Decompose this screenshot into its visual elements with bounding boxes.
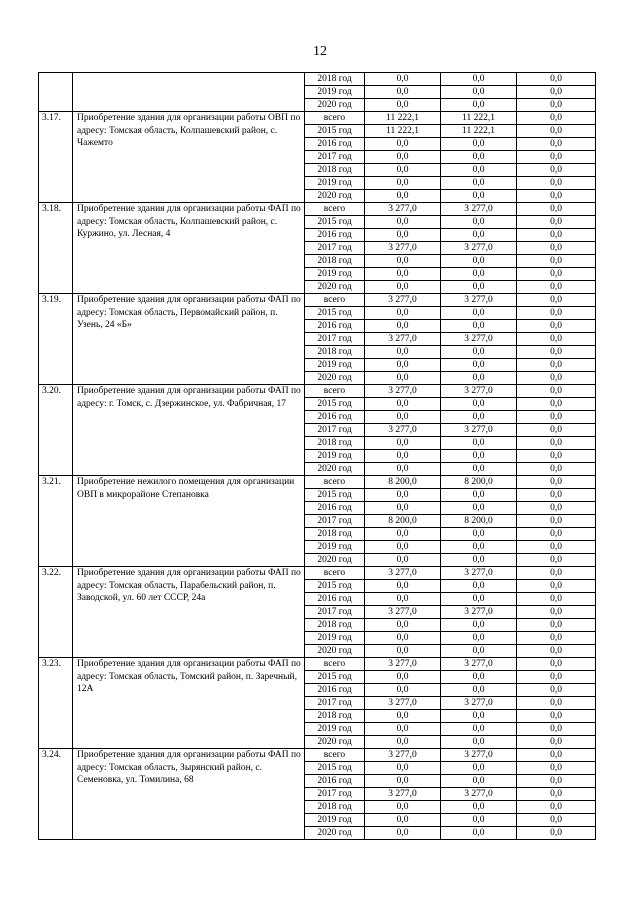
other-value-cell: 0,0 — [517, 710, 596, 723]
total-value-cell: 0,0 — [365, 372, 441, 385]
year-cell: 2015 год — [305, 125, 365, 138]
year-cell: всего — [305, 294, 365, 307]
other-value-cell: 0,0 — [517, 801, 596, 814]
year-cell: 2016 год — [305, 684, 365, 697]
year-cell: 2018 год — [305, 528, 365, 541]
budget-value-cell: 0,0 — [441, 801, 517, 814]
other-value-cell: 0,0 — [517, 671, 596, 684]
other-value-cell: 0,0 — [517, 814, 596, 827]
year-cell: 2015 год — [305, 489, 365, 502]
other-value-cell: 0,0 — [517, 86, 596, 99]
total-value-cell: 0,0 — [365, 723, 441, 736]
budget-value-cell: 8 200,0 — [441, 476, 517, 489]
total-value-cell: 0,0 — [365, 73, 441, 86]
total-value-cell: 0,0 — [365, 281, 441, 294]
budget-value-cell: 11 222,1 — [441, 125, 517, 138]
other-value-cell: 0,0 — [517, 606, 596, 619]
budget-value-cell: 0,0 — [441, 320, 517, 333]
budget-value-cell: 0,0 — [441, 554, 517, 567]
other-value-cell: 0,0 — [517, 281, 596, 294]
total-value-cell: 0,0 — [365, 541, 441, 554]
budget-value-cell: 0,0 — [441, 177, 517, 190]
total-value-cell: 3 277,0 — [365, 749, 441, 762]
other-value-cell: 0,0 — [517, 112, 596, 125]
total-value-cell: 0,0 — [365, 684, 441, 697]
budget-value-cell: 0,0 — [441, 268, 517, 281]
other-value-cell: 0,0 — [517, 268, 596, 281]
budget-value-cell: 0,0 — [441, 593, 517, 606]
year-cell: 2020 год — [305, 554, 365, 567]
other-value-cell: 0,0 — [517, 138, 596, 151]
budget-value-cell: 0,0 — [441, 255, 517, 268]
other-value-cell: 0,0 — [517, 151, 596, 164]
total-value-cell: 0,0 — [365, 645, 441, 658]
other-value-cell: 0,0 — [517, 424, 596, 437]
budget-value-cell: 0,0 — [441, 346, 517, 359]
budget-value-cell: 0,0 — [441, 645, 517, 658]
year-cell: всего — [305, 567, 365, 580]
budget-value-cell: 3 277,0 — [441, 242, 517, 255]
other-value-cell: 0,0 — [517, 385, 596, 398]
budget-value-cell: 3 277,0 — [441, 788, 517, 801]
total-value-cell: 0,0 — [365, 216, 441, 229]
year-cell: 2019 год — [305, 814, 365, 827]
table-row — [39, 385, 596, 398]
item-number-cell: 3.19. — [39, 294, 73, 385]
other-value-cell: 0,0 — [517, 307, 596, 320]
budget-value-cell: 3 277,0 — [441, 424, 517, 437]
year-cell: всего — [305, 476, 365, 489]
year-cell: 2017 год — [305, 788, 365, 801]
other-value-cell: 0,0 — [517, 775, 596, 788]
other-value-cell: 0,0 — [517, 255, 596, 268]
table-row — [39, 203, 596, 216]
year-cell: 2017 год — [305, 242, 365, 255]
other-value-cell: 0,0 — [517, 203, 596, 216]
item-name-cell: Приобретение здания для организации работы ФАП по адресу: г. Томск, с. Дзержинское, ул. Фабричная, 17 — [73, 385, 305, 476]
budget-value-cell: 0,0 — [441, 775, 517, 788]
budget-value-cell: 3 277,0 — [441, 697, 517, 710]
budget-value-cell: 0,0 — [441, 229, 517, 242]
budget-value-cell: 0,0 — [441, 398, 517, 411]
total-value-cell: 0,0 — [365, 463, 441, 476]
other-value-cell: 0,0 — [517, 645, 596, 658]
budget-value-cell: 3 277,0 — [441, 385, 517, 398]
budget-value-cell: 3 277,0 — [441, 606, 517, 619]
year-cell: 2015 год — [305, 762, 365, 775]
year-cell: 2016 год — [305, 775, 365, 788]
year-cell: 2020 год — [305, 827, 365, 840]
table-row — [39, 567, 596, 580]
budget-value-cell: 0,0 — [441, 437, 517, 450]
budget-value-cell: 0,0 — [441, 671, 517, 684]
total-value-cell: 0,0 — [365, 268, 441, 281]
budget-value-cell: 0,0 — [441, 541, 517, 554]
year-cell: 2019 год — [305, 541, 365, 554]
budget-value-cell: 0,0 — [441, 138, 517, 151]
total-value-cell: 3 277,0 — [365, 697, 441, 710]
year-cell: 2017 год — [305, 697, 365, 710]
other-value-cell: 0,0 — [517, 580, 596, 593]
budget-value-cell: 3 277,0 — [441, 749, 517, 762]
item-number-cell: 3.20. — [39, 385, 73, 476]
budget-value-cell: 3 277,0 — [441, 567, 517, 580]
total-value-cell: 0,0 — [365, 554, 441, 567]
year-cell: 2019 год — [305, 723, 365, 736]
total-value-cell: 0,0 — [365, 801, 441, 814]
total-value-cell: 11 222,1 — [365, 112, 441, 125]
total-value-cell: 0,0 — [365, 619, 441, 632]
budget-value-cell: 0,0 — [441, 164, 517, 177]
other-value-cell: 0,0 — [517, 372, 596, 385]
total-value-cell: 3 277,0 — [365, 333, 441, 346]
total-value-cell: 3 277,0 — [365, 242, 441, 255]
total-value-cell: 3 277,0 — [365, 567, 441, 580]
total-value-cell: 0,0 — [365, 671, 441, 684]
other-value-cell: 0,0 — [517, 411, 596, 424]
total-value-cell: 0,0 — [365, 411, 441, 424]
total-value-cell: 0,0 — [365, 762, 441, 775]
budget-value-cell: 0,0 — [441, 450, 517, 463]
year-cell: 2015 год — [305, 398, 365, 411]
other-value-cell: 0,0 — [517, 515, 596, 528]
budget-value-cell: 0,0 — [441, 814, 517, 827]
total-value-cell: 0,0 — [365, 255, 441, 268]
total-value-cell: 0,0 — [365, 827, 441, 840]
other-value-cell: 0,0 — [517, 125, 596, 138]
year-cell: 2016 год — [305, 138, 365, 151]
budget-value-cell: 8 200,0 — [441, 515, 517, 528]
total-value-cell: 0,0 — [365, 229, 441, 242]
budget-value-cell: 0,0 — [441, 281, 517, 294]
other-value-cell: 0,0 — [517, 177, 596, 190]
total-value-cell: 0,0 — [365, 502, 441, 515]
other-value-cell: 0,0 — [517, 489, 596, 502]
total-value-cell: 0,0 — [365, 580, 441, 593]
total-value-cell: 3 277,0 — [365, 658, 441, 671]
budget-value-cell: 0,0 — [441, 372, 517, 385]
other-value-cell: 0,0 — [517, 320, 596, 333]
other-value-cell: 0,0 — [517, 541, 596, 554]
item-name-cell: Приобретение здания для организации работы ФАП по адресу: Томская область, Парабельский район, п. Заводской, ул. 60 лет СССР, 24а — [73, 567, 305, 658]
year-cell: 2020 год — [305, 463, 365, 476]
item-number-cell: 3.23. — [39, 658, 73, 749]
other-value-cell: 0,0 — [517, 697, 596, 710]
other-value-cell: 0,0 — [517, 346, 596, 359]
year-cell: 2020 год — [305, 736, 365, 749]
other-value-cell: 0,0 — [517, 554, 596, 567]
year-cell: всего — [305, 749, 365, 762]
program-table — [38, 72, 596, 840]
year-cell: 2017 год — [305, 151, 365, 164]
other-value-cell: 0,0 — [517, 619, 596, 632]
year-cell: 2015 год — [305, 671, 365, 684]
total-value-cell: 0,0 — [365, 437, 441, 450]
budget-value-cell: 0,0 — [441, 827, 517, 840]
year-cell: 2019 год — [305, 268, 365, 281]
other-value-cell: 0,0 — [517, 684, 596, 697]
year-cell: 2019 год — [305, 632, 365, 645]
budget-value-cell: 0,0 — [441, 216, 517, 229]
item-name-cell: Приобретение здания для организации работы ФАП по адресу: Томская область, Первомайский район, п. Узень, 24 «Б» — [73, 294, 305, 385]
year-cell: 2015 год — [305, 307, 365, 320]
year-cell: всего — [305, 112, 365, 125]
budget-value-cell: 0,0 — [441, 684, 517, 697]
budget-value-cell: 0,0 — [441, 632, 517, 645]
budget-value-cell: 3 277,0 — [441, 658, 517, 671]
total-value-cell: 0,0 — [365, 814, 441, 827]
total-value-cell: 0,0 — [365, 632, 441, 645]
total-value-cell: 0,0 — [365, 86, 441, 99]
total-value-cell: 8 200,0 — [365, 515, 441, 528]
budget-value-cell: 0,0 — [441, 580, 517, 593]
total-value-cell: 3 277,0 — [365, 385, 441, 398]
budget-value-cell: 0,0 — [441, 619, 517, 632]
year-cell: 2018 год — [305, 164, 365, 177]
total-value-cell: 0,0 — [365, 320, 441, 333]
year-cell: 2019 год — [305, 359, 365, 372]
other-value-cell: 0,0 — [517, 736, 596, 749]
other-value-cell: 0,0 — [517, 463, 596, 476]
item-number-cell — [39, 73, 73, 112]
year-cell: 2018 год — [305, 710, 365, 723]
budget-value-cell: 0,0 — [441, 151, 517, 164]
year-cell: 2020 год — [305, 281, 365, 294]
year-cell: 2019 год — [305, 177, 365, 190]
year-cell: 2020 год — [305, 645, 365, 658]
other-value-cell: 0,0 — [517, 632, 596, 645]
total-value-cell: 0,0 — [365, 710, 441, 723]
year-cell: 2016 год — [305, 411, 365, 424]
total-value-cell: 0,0 — [365, 151, 441, 164]
year-cell: 2015 год — [305, 216, 365, 229]
table-row — [39, 112, 596, 125]
total-value-cell: 8 200,0 — [365, 476, 441, 489]
other-value-cell: 0,0 — [517, 73, 596, 86]
item-number-cell: 3.17. — [39, 112, 73, 203]
budget-value-cell: 0,0 — [441, 411, 517, 424]
table-row — [39, 73, 596, 86]
total-value-cell: 3 277,0 — [365, 788, 441, 801]
budget-value-cell: 0,0 — [441, 502, 517, 515]
other-value-cell: 0,0 — [517, 190, 596, 203]
year-cell: всего — [305, 658, 365, 671]
year-cell: 2016 год — [305, 320, 365, 333]
budget-value-cell: 0,0 — [441, 190, 517, 203]
year-cell: 2015 год — [305, 580, 365, 593]
total-value-cell: 3 277,0 — [365, 606, 441, 619]
other-value-cell: 0,0 — [517, 762, 596, 775]
total-value-cell: 0,0 — [365, 736, 441, 749]
year-cell: 2019 год — [305, 86, 365, 99]
item-name-cell: Приобретение здания для организации работы ФАП по адресу: Томская область, Колпашевский район, с. Куржино, ул. Лесная, 4 — [73, 203, 305, 294]
other-value-cell: 0,0 — [517, 294, 596, 307]
other-value-cell: 0,0 — [517, 749, 596, 762]
year-cell: 2016 год — [305, 502, 365, 515]
total-value-cell: 0,0 — [365, 489, 441, 502]
budget-value-cell: 0,0 — [441, 73, 517, 86]
budget-value-cell: 0,0 — [441, 710, 517, 723]
total-value-cell: 0,0 — [365, 346, 441, 359]
budget-value-cell: 0,0 — [441, 463, 517, 476]
total-value-cell: 3 277,0 — [365, 294, 441, 307]
budget-value-cell: 0,0 — [441, 489, 517, 502]
budget-value-cell: 0,0 — [441, 736, 517, 749]
other-value-cell: 0,0 — [517, 164, 596, 177]
item-name-cell — [73, 73, 305, 112]
year-cell: 2019 год — [305, 450, 365, 463]
year-cell: 2020 год — [305, 372, 365, 385]
total-value-cell: 0,0 — [365, 307, 441, 320]
other-value-cell: 0,0 — [517, 99, 596, 112]
other-value-cell: 0,0 — [517, 437, 596, 450]
other-value-cell: 0,0 — [517, 827, 596, 840]
total-value-cell: 0,0 — [365, 528, 441, 541]
other-value-cell: 0,0 — [517, 567, 596, 580]
year-cell: 2016 год — [305, 593, 365, 606]
budget-value-cell: 0,0 — [441, 86, 517, 99]
budget-value-cell: 3 277,0 — [441, 203, 517, 216]
total-value-cell: 0,0 — [365, 190, 441, 203]
table-row — [39, 658, 596, 671]
total-value-cell: 11 222,1 — [365, 125, 441, 138]
total-value-cell: 0,0 — [365, 775, 441, 788]
other-value-cell: 0,0 — [517, 502, 596, 515]
other-value-cell: 0,0 — [517, 476, 596, 489]
year-cell: всего — [305, 385, 365, 398]
total-value-cell: 0,0 — [365, 177, 441, 190]
year-cell: всего — [305, 203, 365, 216]
item-name-cell: Приобретение здания для организации работы ФАП по адресу: Томская область, Томский район, п. Заречный, 12А — [73, 658, 305, 749]
total-value-cell: 0,0 — [365, 138, 441, 151]
year-cell: 2020 год — [305, 99, 365, 112]
other-value-cell: 0,0 — [517, 333, 596, 346]
total-value-cell: 0,0 — [365, 450, 441, 463]
item-name-cell: Приобретение нежилого помещения для организации ОВП в микрорайоне Степановка — [73, 476, 305, 567]
year-cell: 2018 год — [305, 619, 365, 632]
table-row — [39, 476, 596, 489]
item-number-cell: 3.18. — [39, 203, 73, 294]
other-value-cell: 0,0 — [517, 658, 596, 671]
year-cell: 2016 год — [305, 229, 365, 242]
total-value-cell: 3 277,0 — [365, 203, 441, 216]
year-cell: 2018 год — [305, 255, 365, 268]
other-value-cell: 0,0 — [517, 528, 596, 541]
year-cell: 2018 год — [305, 437, 365, 450]
other-value-cell: 0,0 — [517, 229, 596, 242]
year-cell: 2017 год — [305, 424, 365, 437]
budget-value-cell: 0,0 — [441, 307, 517, 320]
budget-value-cell: 3 277,0 — [441, 294, 517, 307]
other-value-cell: 0,0 — [517, 723, 596, 736]
year-cell: 2017 год — [305, 606, 365, 619]
other-value-cell: 0,0 — [517, 593, 596, 606]
total-value-cell: 3 277,0 — [365, 424, 441, 437]
other-value-cell: 0,0 — [517, 398, 596, 411]
item-name-cell: Приобретение здания для организации работы ОВП по адресу: Томская область, Колпашевский район, с. Чажемто — [73, 112, 305, 203]
year-cell: 2017 год — [305, 333, 365, 346]
year-cell: 2017 год — [305, 515, 365, 528]
total-value-cell: 0,0 — [365, 359, 441, 372]
year-cell: 2018 год — [305, 346, 365, 359]
budget-value-cell: 0,0 — [441, 99, 517, 112]
other-value-cell: 0,0 — [517, 216, 596, 229]
year-cell: 2018 год — [305, 73, 365, 86]
total-value-cell: 0,0 — [365, 99, 441, 112]
other-value-cell: 0,0 — [517, 242, 596, 255]
item-number-cell: 3.24. — [39, 749, 73, 840]
budget-value-cell: 0,0 — [441, 762, 517, 775]
total-value-cell: 0,0 — [365, 398, 441, 411]
table-row — [39, 294, 596, 307]
other-value-cell: 0,0 — [517, 788, 596, 801]
total-value-cell: 0,0 — [365, 164, 441, 177]
table-body — [39, 73, 596, 840]
other-value-cell: 0,0 — [517, 450, 596, 463]
budget-value-cell: 3 277,0 — [441, 333, 517, 346]
budget-value-cell: 11 222,1 — [441, 112, 517, 125]
total-value-cell: 0,0 — [365, 593, 441, 606]
budget-value-cell: 0,0 — [441, 723, 517, 736]
item-number-cell: 3.22. — [39, 567, 73, 658]
year-cell: 2018 год — [305, 801, 365, 814]
item-name-cell: Приобретение здания для организации работы ФАП по адресу: Томская область, Зырянский район, с. Семеновка, ул. Томилина, 68 — [73, 749, 305, 840]
table-row — [39, 749, 596, 762]
budget-value-cell: 0,0 — [441, 528, 517, 541]
other-value-cell: 0,0 — [517, 359, 596, 372]
year-cell: 2020 год — [305, 190, 365, 203]
budget-value-cell: 0,0 — [441, 359, 517, 372]
page-number: 12 — [313, 44, 327, 59]
item-number-cell: 3.21. — [39, 476, 73, 567]
